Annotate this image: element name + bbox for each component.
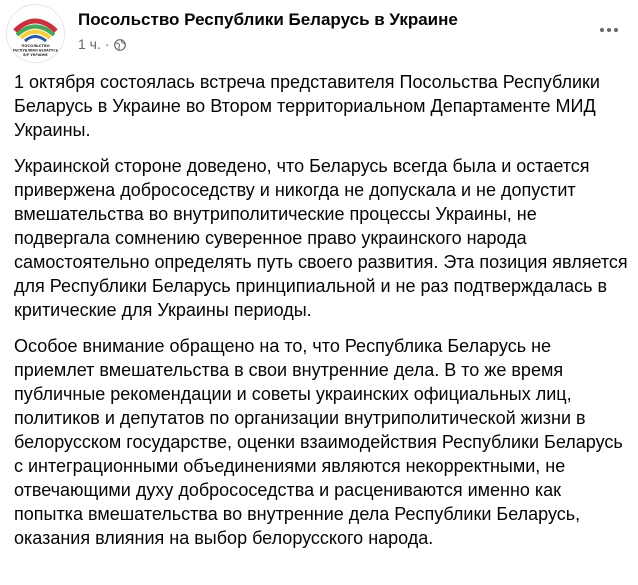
more-options-icon[interactable] [594,20,624,40]
post-text [14,70,628,562]
post-header [0,0,638,62]
post-meta [78,36,126,52]
post-paragraph: Особое внимание обращено на то, что Республика Беларусь не приемлет вмешательства в свои внутренние дела. В то же время публичные рекомендации и советы украинских официальных лиц, политиков и депутатов по организации внутриполитической жизни в белорусском государстве, оценки взаимодействия Республики Беларусь с интеграционными объединениями являются некорректными, не отвечающими духу добрососедства и расцениваются именно как попытка вмешательства во внутренние дела Республики Беларусь, оказания влияния на выбор белорусского народа. [14,336,623,548]
avatar[interactable] [6,4,65,63]
globe-icon[interactable] [114,38,126,50]
embassy-logo-icon [7,5,64,62]
meta-separator: · [104,36,110,52]
post-paragraph: Украинской стороне доведено, что Беларусь всегда была и остается привержена добрососедству и никогда не допускала и не допустит вмешательства во внутриполитические процессы Украины, не подвергала сомнению суверенное право украинского народа самостоятельно определять путь своего развития. Эта позиция является для Республики Беларусь принципиальной и не раз подтверждалась в критические для Украины периоды. [14,156,628,320]
svg-text:ПОСОЛЬСТВО: ПОСОЛЬСТВО [21,44,50,48]
svg-text:В/Р УКРАИНЕ: В/Р УКРАИНЕ [23,53,48,57]
post-timestamp-link[interactable]: 1 ч. [78,36,101,52]
post-paragraph: 1 октября состоялась встреча представителя Посольства Республики Беларусь в Украине во Втором территориальном Департаменте МИД Украины. [14,72,600,140]
author-name-link[interactable]: Посольство Республики Беларусь в Украине [78,10,458,29]
svg-text:РЕСПУБЛИКИ БЕЛАРУСЬ: РЕСПУБЛИКИ БЕЛАРУСЬ [12,48,59,53]
